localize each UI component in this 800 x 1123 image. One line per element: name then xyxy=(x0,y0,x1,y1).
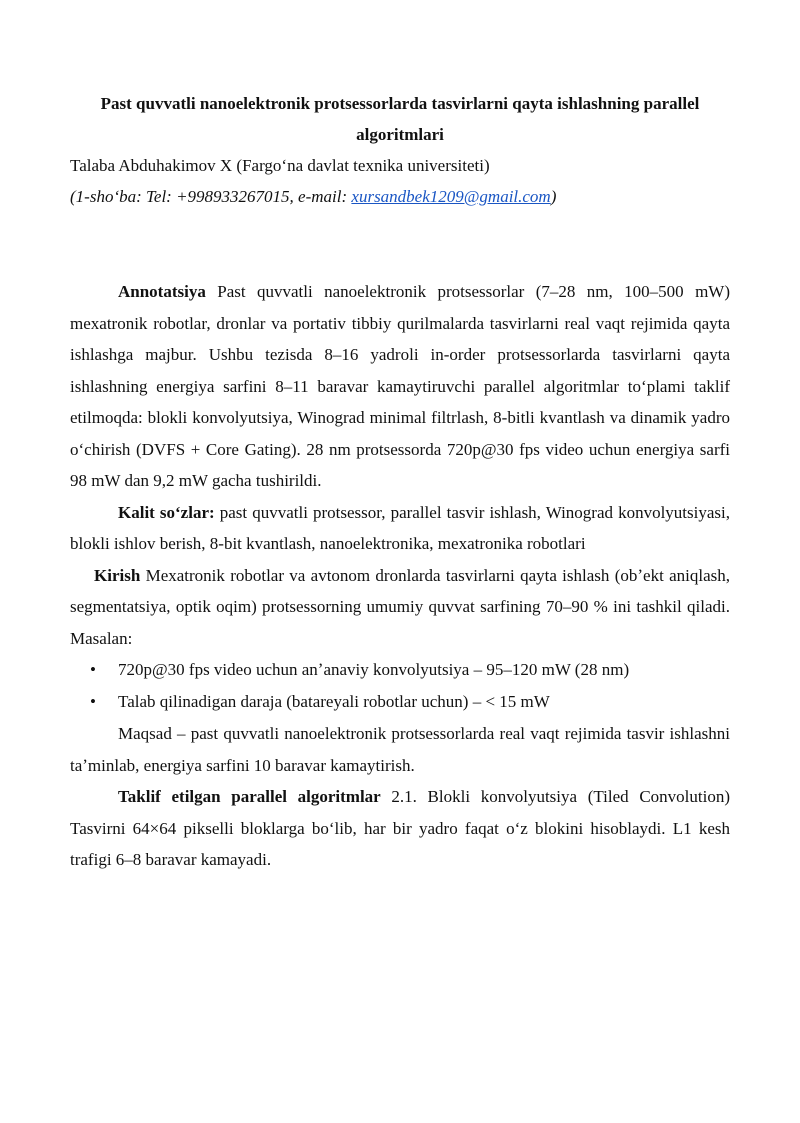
abstract-paragraph xyxy=(70,276,730,497)
proposed-text: 2.1. Blokli konvolyutsiya (Tiled Convolution) Tasvirni 64×64 pikselli bloklarga boʻlib, har bir yadro faqat oʻz blokini hisoblaydi. L1 kesh trafigi 6–8 baravar kamayadi. xyxy=(70,787,730,869)
intro-heading: Kirish xyxy=(94,565,141,585)
bullet-text: Talab qilinadigan daraja (batareyali robotlar uchun) – < 15 mW xyxy=(118,692,550,711)
keywords-text: past quvvatli protsessor, parallel tasvir ishlash, Winograd konvolyutsiyasi, blokli ishlov berish, 8-bit kvantlash, nanoelektronika, mexatronika robotlari xyxy=(70,502,730,553)
spacer xyxy=(70,212,730,276)
intro-text: Mexatronik robotlar va avtonom dronlarda tasvirlarni qayta ishlash (obʼekt aniqlash, segmentatsiya, optik oqim) protsessorning umumiy quvvat sarfining 70–90 % ini tashkil qiladi. Masalan: xyxy=(70,565,730,648)
document-page xyxy=(0,88,800,1123)
abstract-heading: Annotatsiya xyxy=(118,282,206,301)
bullet-icon: • xyxy=(90,660,96,679)
proposed-paragraph xyxy=(70,781,730,876)
contact-line xyxy=(70,181,730,212)
bullet-text: 720p@30 fps video uchun anʼanaviy konvolyutsiya – 95–120 mW (28 nm) xyxy=(118,660,630,679)
proposed-heading: Taklif etilgan parallel algoritmlar xyxy=(118,787,381,806)
keywords-heading: Kalit soʻzlar: xyxy=(118,502,215,522)
bullet-list xyxy=(70,654,730,718)
abstract-text: Past quvvatli nanoelektronik protsessorlar (7–28 nm, 100–500 mW) mexatronik robotlar, dronlar va portativ tibbiy qurilmalarda tasvirlarni real vaqt rejimida qayta ishlashga majbur. Ushbu tezisda 8–16 yadroli in-order protsessorlarda tasvirlarni qayta ishlashning energiya sarfini 8–11 baravar kamaytiruvchi parallel algoritmlar toʻplami taklif etilmoqda: blokli konvolyutsiya, Winograd minimal filtrlash, 8-bitli kvantlash va dinamik yadro oʻchirish (DVFS + Core Gating). 28 nm protsessorda 720p@30 fps video uchun energiya sarfi 98 mW dan 9,2 mW gacha tushirildi. xyxy=(70,282,730,490)
contact-suffix: ) xyxy=(550,187,557,206)
intro-paragraph xyxy=(70,560,730,655)
author-line: Talaba Abduhakimov X (Fargoʻna davlat texnika universiteti) xyxy=(70,156,490,175)
list-item xyxy=(70,686,730,718)
bullet-icon: • xyxy=(90,692,96,711)
paper-title: Past quvvatli nanoelektronik protsessorlarda tasvirlarni qayta ishlashning parallel algoritmlari xyxy=(100,94,700,144)
email-link[interactable]: xursandbek1209@gmail.com xyxy=(351,187,551,206)
keywords-paragraph xyxy=(70,497,730,560)
list-item xyxy=(70,654,730,686)
goal-paragraph: Maqsad – past quvvatli nanoelektronik protsessorlarda real vaqt rejimida tasvir ishlashni taʼminlab, energiya sarfini 10 baravar kamaytirish. xyxy=(70,724,730,775)
contact-prefix: (1-shoʻba: Tel: +998933267015, e-mail: xyxy=(70,187,352,206)
